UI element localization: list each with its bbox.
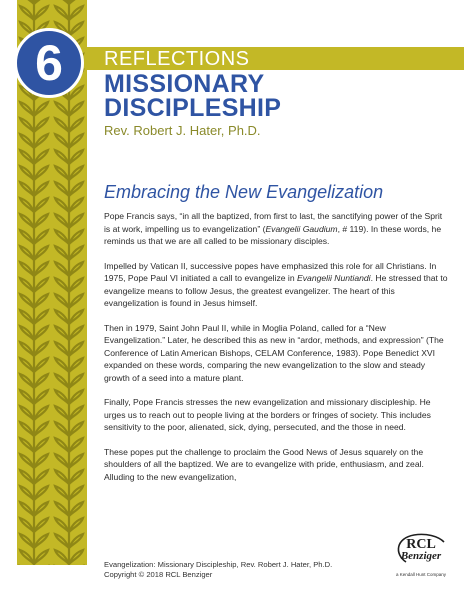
- chapter-number: 6: [35, 35, 63, 91]
- paragraph: Impelled by Vatican II, successive popes have emphasized this role for all Christians. In 1975, Pope Paul VI initiated a call to evangelize in Evangelii Nuntiandi. He stressed that to evangelize means to follow Jesus, the greatest evangelizer. The heart of this evangelization is found in Jesus himself.: [104, 260, 448, 308]
- page-title: [104, 72, 281, 120]
- citation: Evangelii Nuntiandi: [297, 273, 371, 283]
- article-body: [104, 210, 449, 495]
- title-line-2: DISCIPLESHIP: [104, 94, 282, 122]
- series-label: REFLECTIONS: [104, 48, 250, 70]
- section-heading: Embracing the New Evangelization: [104, 182, 384, 202]
- paragraph: These popes put the challenge to proclaim the Good News of Jesus squarely on the shoulders of all the baptized. We are to evangelize with pride, enthusiasm, and zeal. Alluding to the new evangelization,: [104, 446, 424, 482]
- title-line-1: MISSIONARY: [104, 70, 265, 98]
- page-footer: [104, 560, 332, 580]
- paragraph: Then in 1979, Saint John Paul II, while in Moglia Poland, called for a “New Evangelization.” Later, he described this as new in “ardor, methods, and expression” (The Conference of Latin American Bishops, CELAM Conference, 1983). Pope Benedict XVI expanded on these words, comparing the new evangelization to the slow and steady growth of a seed into a mature plant.: [104, 322, 444, 383]
- paragraph: Pope Francis says, “in all the baptized, from first to last, the sanctifying power of the Sprit is at work, impelling us to evangelization” (Evangelii Gaudium, # 119). In these words, he reminds us that we are all called to be missionary disciples.: [104, 211, 443, 246]
- chapter-number-badge: [14, 28, 84, 98]
- author-name: Rev. Robert J. Hater, Ph.D.: [104, 123, 261, 138]
- footer-copyright: Copyright © 2018 RCL Benziger: [104, 570, 213, 579]
- logo-tagline: a Kendall Hunt Company: [395, 572, 447, 577]
- publisher-logo: [392, 532, 450, 577]
- citation: Evangelii Gaudium: [265, 223, 338, 234]
- paragraph: Finally, Pope Francis stresses the new evangelization and missionary discipleship. He urges us to reach out to people living at the borders or fringes of society. This includes sensitivity to the poor, alienated, sick, dying, persecuted, and the those in need.: [104, 397, 431, 432]
- logo-rcl: RCL: [406, 537, 436, 552]
- footer-source: Evangelization: Missionary Discipleship, Rev. Robert J. Hater, Ph.D.: [104, 560, 333, 569]
- logo-benziger: Benziger: [400, 550, 442, 562]
